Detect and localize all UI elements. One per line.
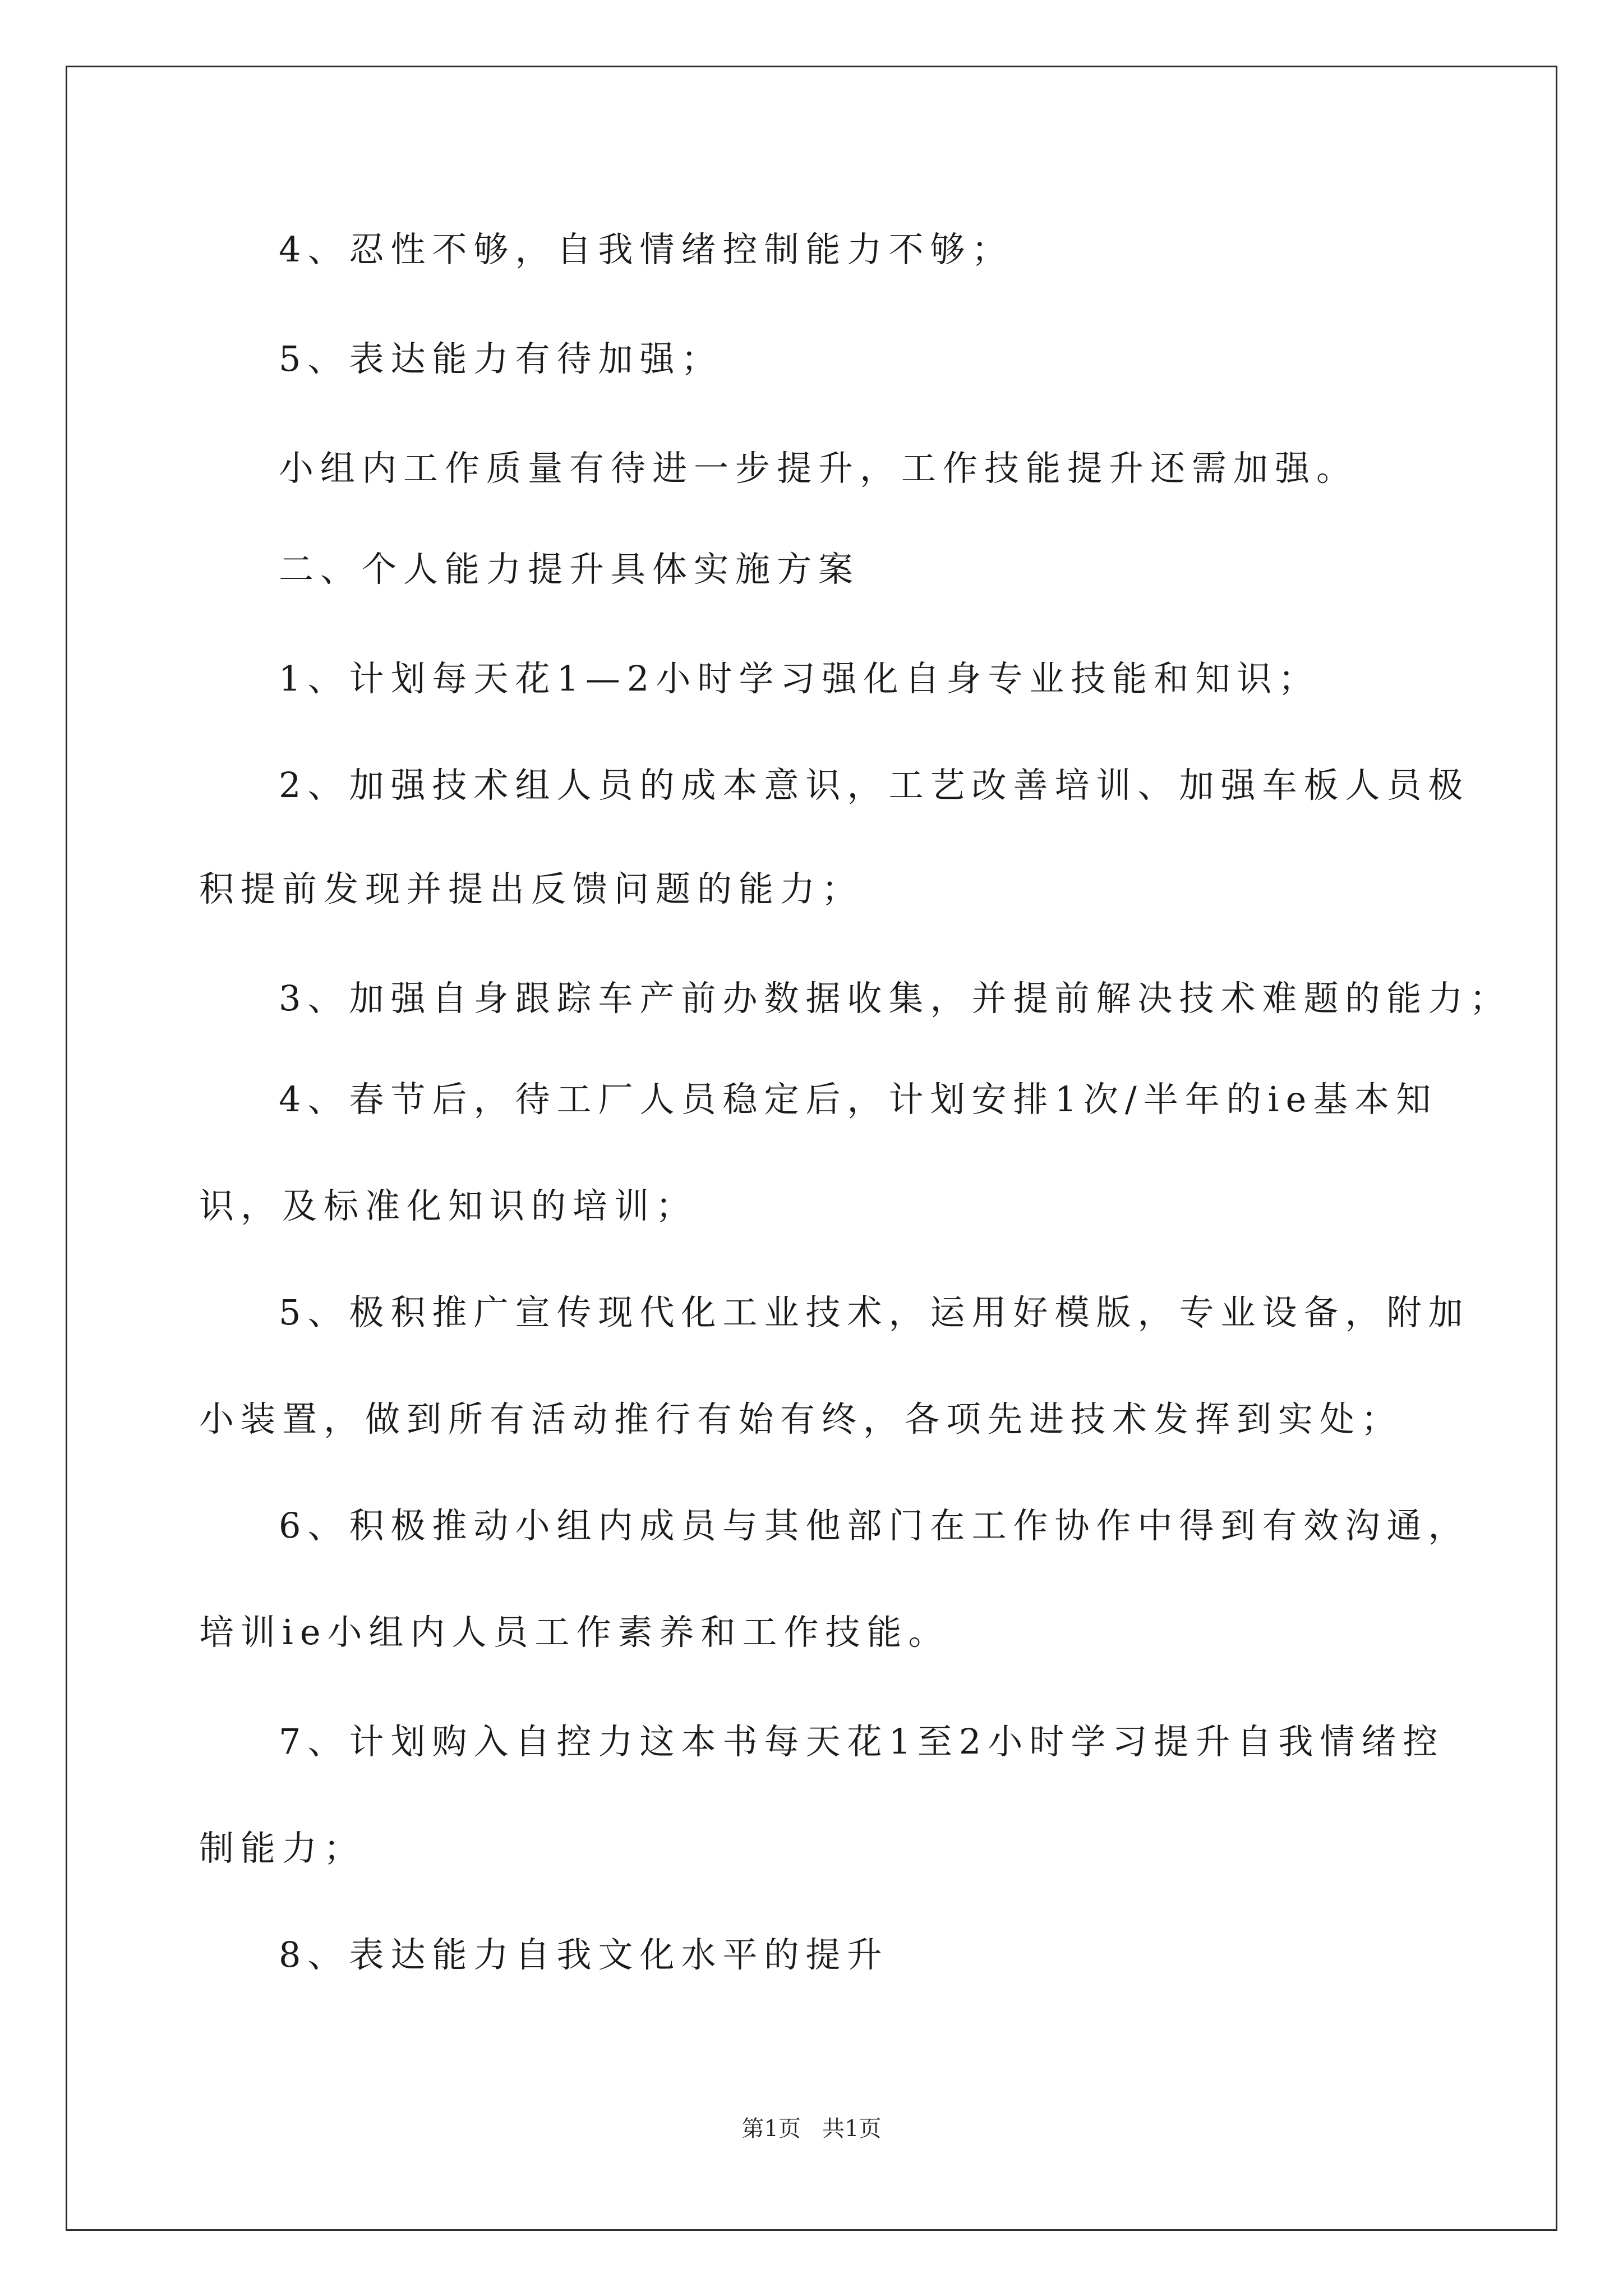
paragraph-line: 5、表达能力有待加强； <box>279 338 723 379</box>
paragraph-line: 4、春节后，待工厂人员稳定后，计划安排1次/半年的ie基本知 <box>279 1079 1438 1120</box>
paragraph-line: 3、加强自身跟踪车产前办数据收集，并提前解决技术难题的能力； <box>279 978 1511 1019</box>
page-number-footer: 第1页 共1页 <box>741 2116 882 2142</box>
paragraph-line: 4、忍性不够，自我情绪控制能力不够； <box>279 229 1013 270</box>
paragraph-line: 小组内工作质量有待进一步提升，工作技能提升还需加强。 <box>279 448 1358 489</box>
paragraph-line: 7、计划购入自控力这本书每天花1至2小时学习提升自我情绪控 <box>279 1721 1445 1762</box>
paragraph-line: 积提前发现并提出反馈问题的能力； <box>199 868 864 909</box>
paragraph-line: 小装置，做到所有活动推行有始有终，各项先进技术发挥到实处； <box>199 1398 1403 1439</box>
paragraph-line: 6、积极推动小组内成员与其他部门在工作协作中得到有效沟通， <box>279 1505 1470 1546</box>
paragraph-line: 制能力； <box>199 1828 366 1869</box>
section-heading: 二、个人能力提升具体实施方案 <box>279 549 860 590</box>
paragraph-line: 识，及标准化知识的培训； <box>199 1185 698 1226</box>
paragraph-line: 1、计划每天花1—2小时学习强化自身专业技能和知识； <box>279 658 1320 699</box>
paragraph-line: 培训ie小组内人员工作素养和工作技能。 <box>199 1612 950 1653</box>
paragraph-line: 2、加强技术组人员的成本意识，工艺改善培训、加强车板人员极 <box>279 765 1470 806</box>
paragraph-line: 5、极积推广宣传现代化工业技术，运用好模版，专业设备，附加 <box>279 1292 1470 1333</box>
paragraph-line: 8、表达能力自我文化水平的提升 <box>279 1934 889 1975</box>
page-border <box>66 66 1557 2231</box>
